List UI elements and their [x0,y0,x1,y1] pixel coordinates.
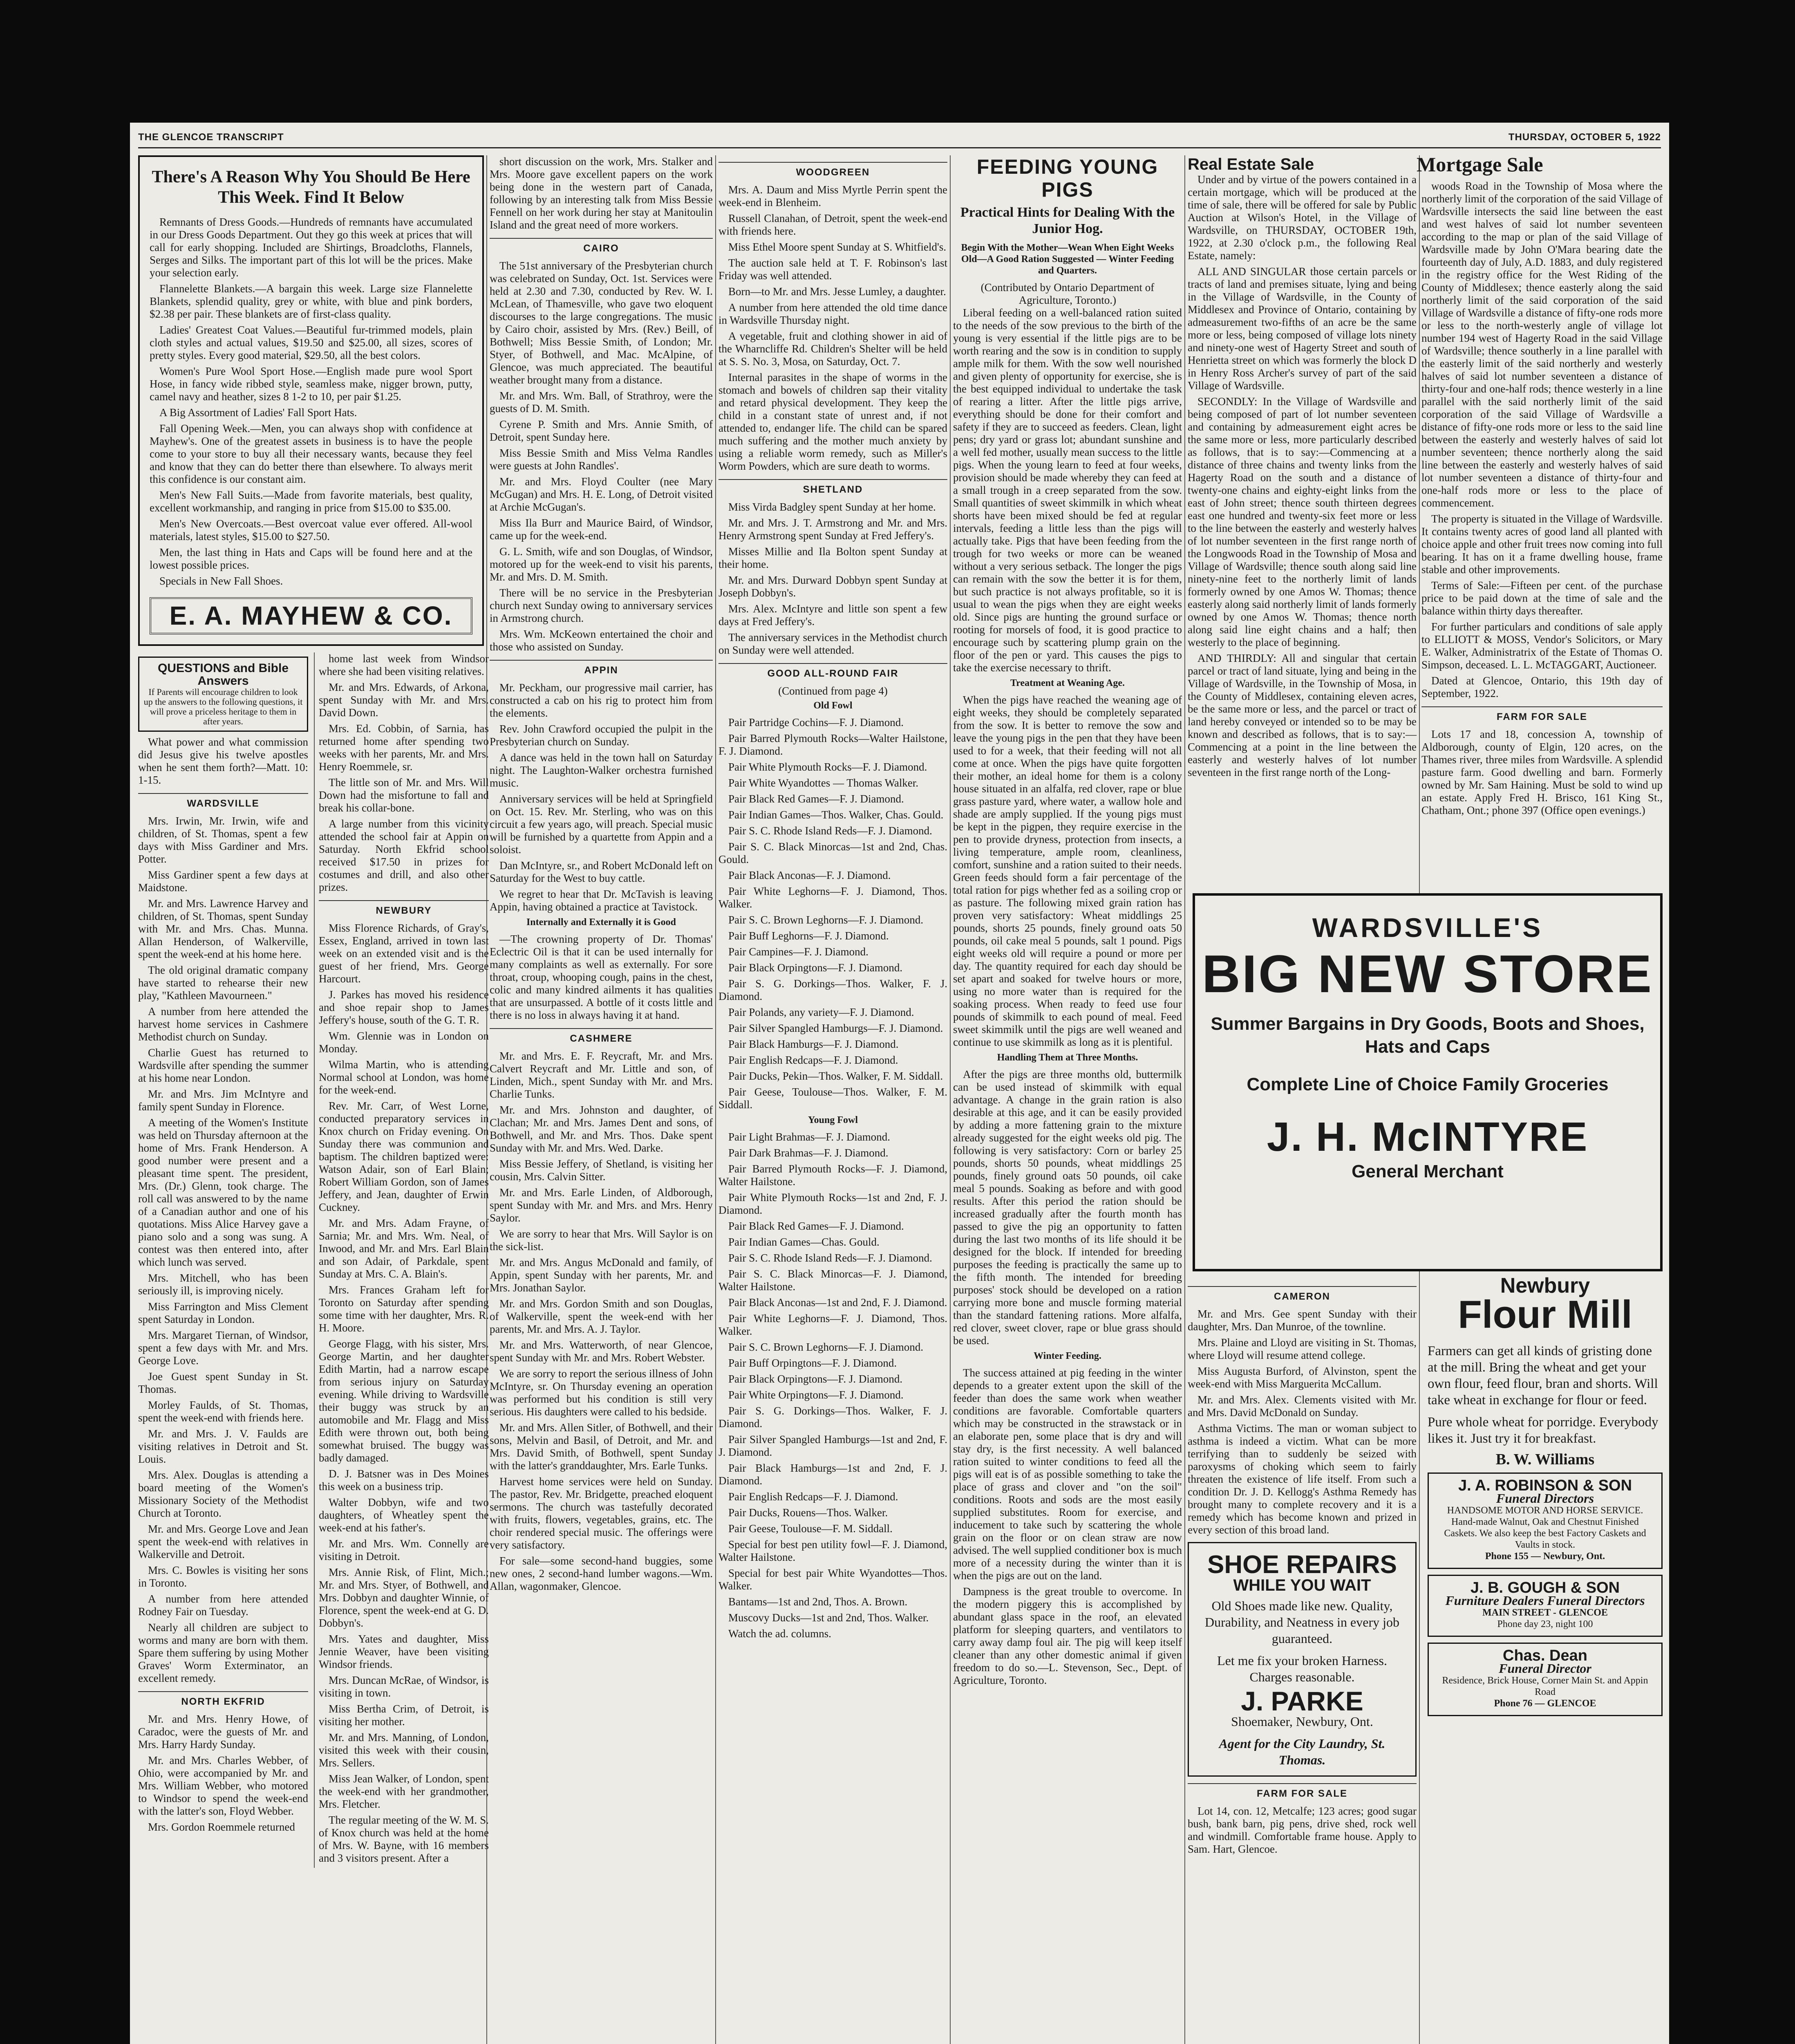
shoe-ad-headline: SHOE REPAIRS [1207,1551,1397,1579]
news-item: Miss Bessie Jeffery, of Shetland, is visiting her cousin, Mrs. Calvin Sitter. [490,1158,713,1183]
column-5-lower [1188,1280,1417,2044]
news-item: The 51st anniversary of the Presbyterian church was celebrated on Sunday, Oct. 1st. Services were held at 2.30 and 7.30, conducted by Rev. W. I. McLean, of Thamesville, who gave two eloquent discourses to the large congregations. The music by Cairo choir, assisted by Mrs. (Rev.) Beill, of Bothwell; Miss Bessie Smith, of London; Mr. Styer, of Bothwell, and Mac. McAlpine, of Glencoe, was much appreciated. The beautiful weather brought many from a distance. [490,260,713,386]
prize-item: Pair Ducks, Rouens—Thos. Walker. [728,1506,888,1519]
news-item: Mr. and Mrs. Angus McDonald and family, of Appin, spent Sunday with her parents, Mr. and Mrs. Jonathan Saylor. [490,1256,713,1294]
prize-item: Pair Black Hamburgs—1st and 2nd, F. J. Diamond. [718,1462,947,1487]
questions-text: What power and what commission did Jesus give his twelve apostles when he sent them forth?—Matt. 10: 1-15. [138,736,308,786]
prize-item: Pair S. C. Rhode Island Reds—F. J. Diamond. [728,825,932,837]
news-item: Mrs. C. Bowles is visiting her sons in Toronto. [138,1564,308,1589]
news-item: Mr. and Mrs. Adam Frayne, of Sarnia; Mr. and Mrs. Wm. Neal, of Inwood, and Mr. and Mrs. Earl Blain and son Adair, of Parkdale, spent Sunday at Mrs. C. A. Blain's. [319,1217,489,1280]
news-item: Wm. Glennie was in London on Monday. [319,1030,489,1055]
news-item: Morley Faulds, of St. Thomas, spent the week-end with friends here. [138,1399,308,1424]
prize-item: Pair White Leghorns—F. J. Diamond, Thos. Walker. [718,885,947,910]
news-item: Mrs. Yates and daughter, Miss Jennie Weaver, have been visiting Windsor friends. [319,1633,489,1670]
news-item: Mr. and Mrs. Durward Dobbyn spent Sunday at Joseph Dobbyn's. [718,574,947,599]
mcintyre-store-ad [1193,893,1663,1271]
news-item: Mr. and Mrs. Lawrence Harvey and children, of St. Thomas, spent Sunday with Mr. and Mrs. Chas. Munna. Allan Henderson, of Walkerville, spent the week-end at his home here. [138,897,308,960]
news-item: Russell Clanahan, of Detroit, spent the week-end with friends here. [718,212,947,237]
news-item: J. Parkes has moved his residence and shoe repair shop to James Jeffery's house, south of the G. T. R. [319,988,489,1026]
prize-item: Pair White Plymouth Rocks—1st and 2nd, F. J. Diamond. [718,1191,947,1216]
article-paragraph: After the pigs are three months old, buttermilk can be used instead of skimmilk with equal advantage. A change in the grain ration is also desirable at this age, and it can be easily provided by adding a more fattening grain to the mixture already suggested for the eight weeks old pig. The following is very satisfactory: Corn or barley 25 pounds, shorts 50 pounds, wheat middlings 25 pounds, finely ground oats 50 pounds, oil cake meal 5 pounds. Soaking as before and with good results. After this period the ration should be increased gradually after the fourth month has passed to give the pig an opportunity to fatten during the last two months of its life should it be designed for the block. If intended for breeding purposes the feeding is practically the same up to the fifth month. The intended for breeding purposes' stock should be developed on a ration carrying more bone and muscle forming material than the standard fattening rations. More alfalfa, red clover, sweet clover, rape or blue grass should be used. [953,1068,1182,1347]
flour-mill-town: Newbury [1500,1274,1590,1298]
funeral-ad-phone: Phone day 23, night 100 [1497,1619,1593,1629]
news-item: Rev. John Crawford occupied the pulpit in the Presbyterian church on Sunday. [490,723,713,748]
legal-paragraph: For further particulars and conditions of sale apply to ELLIOTT & MOSS, Vendor's Solicitors, or Mary E. Walker, Administratrix of the Estate of Thomas O. Simpson, deceased. L. L. McTAGGART, Auctioneer. [1421,621,1663,671]
news-item: A number from here attended Rodney Fair on Tuesday. [138,1593,308,1618]
news-item: Charlie Guest has returned to Wardsville after spending the summer at his home near London. [138,1047,308,1084]
legal-paragraph: ALL AND SINGULAR those certain parcels or tracts of land and premises situate, lying and being in the Village of Wardsville, in the County of Middlesex and Province of Ontario, containing by admeasurement two-fifths of an acre be the same more or less, being composed of village lots ninety and ninety-one west of Hagerty Street and south of Henrietta street on which was formerly the block D in Henry Ross Archer's survey of part of the said Village of Wardsville. [1188,265,1417,392]
robinson-funeral-ad [1428,1472,1663,1569]
news-item: Mrs. Plaine and Lloyd are visiting in St. Thomas, where Lloyd will resume attend college. [1188,1336,1417,1361]
news-item: Mrs. Gordon Roemmele returned [148,1821,295,1833]
news-item: The little son of Mr. and Mrs. Will Down had the misfortune to fall and break his collar-bone. [319,776,489,814]
ad-item: Specials in New Fall Shoes. [159,575,283,587]
news-item: The regular meeting of the W. M. S. of Knox church was held at the home of Mrs. W. Bayne, with 16 members and 3 visitors present. After a [319,1814,489,1864]
section-heading: NORTH EKFRID [138,1691,308,1708]
article-credit: (Contributed by Ontario Department of Agriculture, Toronto.) [980,281,1155,306]
news-item: Misses Millie and Ila Bolton spent Sunday at their home. [718,545,947,570]
section-heading: FARM FOR SALE [1188,1783,1417,1800]
questions-title: QUESTIONS and Bible Answers [157,661,289,688]
news-item: Miss Bessie Smith and Miss Velma Randles were guests at John Randles'. [490,447,713,472]
ad-item: Men's New Overcoats.—Best overcoat value ever offered. All-wool materials, latest styles, $15.00 to $27.50. [150,518,472,542]
continued-note: (Continued from page 4) [778,685,888,697]
column-3 [718,155,947,2044]
funeral-ad-name: Chas. Dean [1503,1647,1587,1664]
news-item: Miss Farrington and Miss Clement spent Saturday in London. [138,1300,308,1325]
news-item: G. L. Smith, wife and son Douglas, of Windsor, motored up for the week-end to visit his parents, Mr. and Mrs. D. M. Smith. [490,545,713,583]
prize-item: Pair Campines—F. J. Diamond. [728,946,868,958]
news-item: Mr. and Mrs. Gee spent Sunday with their daughter, Mrs. Dan Munroe, of the townline. [1188,1308,1417,1333]
funeral-ad-sub: Funeral Director [1499,1661,1591,1676]
article-paragraph: Liberal feeding on a well-balanced ration suited to the needs of the sow previous to the birth of the young is very essential if the little pigs are to be worth rearing and the sow is in condition to supply ample milk for them. With the sow well nourished and given plenty of opportunity for exercise, she is the best equipped individual to undertake the task of rearing a litter. After the little pigs arrive, everything should be done for their comfort and safety if they are to succeed as feeders. Clean, light pens; dry yard or grass lot; abundant sunshine and a well fed mother, usually mean success to the little pigs. When the young learn to feed at four weeks, provision should be made whereby they can feed at a small trough in a creep separated from the sow. Small quantities of sweet skimmilk in which wheat shorts have been mixed should be fed at regular intervals, feeding a little less than the pigs will actually take. Pigs that have been feeding from the trough for two weeks or more can be weaned without a very serious setback. The longer the pigs can remain with the sow the better it is for them, but such practice is not always profitable, so it is usual to wean the pigs when they are eight weeks old. Since pigs are hunting the ground surface or rooting for morsels of food, it is good practice to encourage such by scattering plump grain on the floor of the pen or yard. This causes the pigs to take the exercise necessary to thrift. [953,307,1182,674]
legal-paragraph: Under and by virtue of the powers contained in a certain mortgage, which will be produced at the time of sale, there will be offered for sale by Public Auction at Wilson's Hotel, in the Village of Wardsville, on THURSDAY, OCTOBER 19th, 1922, at 2.30 o'clock p.m., the following Real Estate, namely: [1188,173,1417,262]
prize-item: Pair S. C. Brown Leghorns—F. J. Diamond. [728,914,924,926]
shoe-ad-name: J. PARKE [1241,1686,1363,1716]
store-ad-merchant-title: General Merchant [1352,1161,1504,1181]
prize-item: Pair Geese, Toulouse—F. M. Siddall. [728,1522,893,1535]
mayhew-ad-title: There's A Reason Why You Should Be Here This Week. Find It Below [152,168,470,207]
funeral-ad-name: J. A. ROBINSON & SON [1458,1477,1632,1494]
prize-item: Pair Ducks, Pekin—Thos. Walker, F. M. Siddall. [728,1070,943,1082]
paper-name: THE GLENCOE TRANSCRIPT [138,132,284,143]
news-item: George Flagg, with his sister, Mrs. George Martin, and her daughter Edith Martin, had a narrow escape from serious injury on Saturday evening. While driving to Wardsville their buggy was struck by an automobile and Mr. Flagg and Miss Edith were thrown out, both being somewhat bruised. The buggy was badly damaged. [319,1338,489,1464]
funeral-ad-text: MAIN STREET - GLENCOE [1482,1607,1608,1618]
store-ad-merchant: J. H. McINTYRE [1267,1114,1589,1160]
prize-item: Pair Geese, Toulouse—Thos. Walker, F. M. Siddall. [718,1086,947,1111]
funeral-ad-text: HANDSOME MOTOR AND HORSE SERVICE. Hand-made Walnut, Oak and Chestnut Finished Caskets. We also keep the best Factory Caskets and Vaults in stock. [1444,1505,1646,1550]
news-item: Miss Jean Walker, of London, spent the week-end with her grandmother, Mrs. Fletcher. [319,1773,489,1810]
news-item: Mr. and Mrs. Charles Webber, of Ohio, were accompanied by Mr. and Mrs. William Webber, who motored to Windsor to spend the week-end with the latter's son, Floyd Webber. [138,1754,308,1817]
prize-item: Pair Black Anconas—1st and 2nd, F. J. Diamond. [728,1296,947,1309]
questions-box [138,657,308,732]
news-item: A dance was held in the town hall on Saturday night. The Laughton-Walker orchestra furnished music. [490,751,713,789]
news-item: Internal parasites in the shape of worms in the stomach and bowels of children sap their vitality and retard physical development. They keep the child in a constant state of unrest and, if not attended to, endanger life. The child can be spared much suffering and the mother much anxiety by using a reliable worm remedy, such as Miller's Worm Powders, which are sure death to worms. [718,371,947,472]
store-ad-line1: WARDSVILLE'S [1312,912,1543,943]
news-item: Harvest home services were held on Sunday. The pastor, Rev. Mr. Bridgette, preached eloquent sermons. The church was tastefully decorated with fruits, flowers, vegetables, grains, etc. The choir rendered special music. The offerings were very satisfactory. [490,1475,713,1551]
news-item: Mrs. Duncan McRae, of Windsor, is visiting in town. [319,1674,489,1699]
prize-item: Pair White Wyandottes — Thomas Walker. [728,777,919,789]
column-rule [950,155,951,2044]
shoe-ad-sub: WHILE YOU WAIT [1233,1576,1371,1594]
news-item: A vegetable, fruit and clothing shower in aid of the Wharncliffe Rd. Children's Shelter will be held at S. S. No. 3, Mosa, on Saturday, Oct. 7. [718,330,947,368]
news-item: Miss Gardiner spent a few days at Maidstone. [138,869,308,894]
legal-paragraph: AND THIRDLY: All and singular that certain parcel or tract of land situate, lying and being in the Village of Wardsville, in the Township of Mosa, in the County of Middlesex, containing eleven acres, be the same more or less, and the parcel or tract of land hereby conveyed or intended so to be may be known and described as follows, that is to say:—Commencing at a point in the line between the easterly and westerly halves of lot number seventeen in the first range north of the Long- [1188,652,1417,778]
article-deck: Begin With the Mother—Wean When Eight Weeks Old—A Good Ration Suggested — Winter Feeding and Quarters. [961,242,1174,276]
mayhew-ad [138,155,484,646]
shoe-repairs-ad [1188,1542,1417,1777]
news-item: We regret to hear that Dr. McTavish is leaving Appin, having obtained a practice at Tavistock. [490,888,713,913]
news-item: A number from here attended the old time dance in Wardsville Thursday night. [718,301,947,326]
section-heading: SHETLAND [718,479,947,496]
news-item: The auction sale held at T. F. Robinson's last Friday was well attended. [718,257,947,282]
prize-item: Special for best pair White Wyandottes—Thos. Walker. [718,1567,947,1592]
news-item: Mr. and Mrs. Edwards, of Arkona, spent Sunday with Mr. and Mrs. David Down. [319,681,489,719]
section-heading: FARM FOR SALE [1421,706,1663,723]
news-item: Mr. and Mrs. E. F. Reycraft, Mr. and Mrs. Calvert Reycraft and Mr. Little and son, of Linden, Mich., spent Sunday with Mr. and Mrs. Charlie Tunks. [490,1050,713,1100]
prize-item: Pair Partridge Cochins—F. J. Diamond. [728,716,904,728]
ad-item: Remnants of Dress Goods.—Hundreds of remnants have accumulated in our Dress Goods Department. Out they go this week at prices that will call for early shopping. Included are Shirtings, Broadcloths, Flannels, Serges and Silks. The important part of this lot will be the prices. Make your selection early. [150,216,472,279]
news-item: We are sorry to report the serious illness of John McIntyre, sr. On Thursday evening an operation was performed but his condition is still very serious. His daughters were called to his bedside. [490,1367,713,1418]
article-paragraph: Dampness is the great trouble to overcome. In the modern piggery this is accomplished by abundant glass space in the roof, an elevated platform for sleeping quarters, and ventilators to carry away damp foul air. The pig will keep itself cleaner than any other domestic animal if given freedom to do so.—L. Stevenson, Sec., Dept. of Agriculture, Toronto. [953,1585,1182,1686]
ad-item: Men, the last thing in Hats and Caps will be found here and at the lowest possible prices. [150,546,472,571]
ad-item: Ladies' Greatest Coat Values.—Beautiful fur-trimmed models, plain cloth styles and actual values, $19.50 and $25.00, all sizes, scores of pretty styles. Every good material, $29.50, all the best colors. [150,324,472,361]
news-item: A meeting of the Women's Institute was held on Thursday afternoon at the home of Mrs. Frank Henderson. A good number were present and a pleasant time spent. The president, Mrs. (Dr.) Glenn, took charge. The roll call was answered to by the name of a Canadian author and one of his quotations. Miss Alice Harvey gave a piano solo and a song was sung. A contest was then entered into, after which lunch was served. [138,1116,308,1268]
news-item: A number from here attended the harvest home services in Cashmere Methodist church on Sunday. [138,1005,308,1043]
news-item: For sale—some second-hand buggies, some new ones, 2 second-hand lumber wagons.—Wm. Allan, wagonmaker, Glencoe. [490,1555,713,1592]
prize-item: Pair S. C. Rhode Island Reds—F. J. Diamond. [728,1252,932,1264]
legal-paragraph: The property is situated in the Village of Wardsville. It contains twenty acres of good land all planted with choice apple and other fruit trees now coming into full bearing. It has on it a frame dwelling house, frame stable and other improvements. [1421,513,1663,576]
shoe-ad-location: Shoemaker, Newbury, Ont. [1231,1714,1373,1729]
news-item: Miss Augusta Burford, of Alvinston, spent the week-end with Miss Marguerita McCallum. [1188,1365,1417,1390]
column-2 [490,155,713,2044]
article-section-heading: Handling Them at Three Months. [997,1052,1138,1063]
prize-item: Pair S. G. Dorkings—Thos. Walker, F. J. Diamond. [718,1405,947,1430]
prize-item: Pair Silver Spangled Hamburgs—F. J. Diamond. [728,1022,943,1034]
flour-mill-text: Farmers can get all kinds of gristing done at the mill. Bring the wheat and get your own flour, feed flour, bran and shorts. Will take wheat in exchange for flour or feed. [1428,1344,1658,1407]
section-heading: GOOD ALL-ROUND FAIR [718,663,947,680]
legal-paragraph: Terms of Sale:—Fifteen per cent. of the purchase price to be paid down at the time of sale and the balance within thirty days thereafter. [1421,579,1663,617]
section-heading: NEWBURY [319,900,489,917]
news-item: Mr. and Mrs. Wm. Ball, of Strathroy, were the guests of D. M. Smith. [490,390,713,415]
news-item: Mr. and Mrs. Johnston and daughter, of Clachan; Mr. and Mrs. James Dent and sons, of Bothwell, and Mr. and Mrs. Thos. Dake spent Sunday with Mr. and Mrs. Wed. Darke. [490,1104,713,1154]
news-item: Mr. and Mrs. Wm. Connelly are visiting in Detroit. [319,1537,489,1562]
news-item: Mr. and Mrs. J. V. Faulds are visiting relatives in Detroit and St. Louis. [138,1428,308,1465]
store-ad-headline: BIG NEW STORE [1202,944,1654,1004]
news-item: Mr. and Mrs. Earle Linden, of Aldborough, spent Sunday with Mr. and Mrs. and Mrs. Henry Saylor. [490,1186,713,1224]
funeral-ad-sub: Funeral Directors [1496,1491,1594,1506]
mayhew-ad-footer: E. A. MAYHEW & CO. [150,597,472,634]
prize-item: Pair Indian Games—Chas. Gould. [728,1236,880,1248]
ad-item: A Big Assortment of Ladies' Fall Sport Hats. [159,406,357,419]
news-item: Mrs. Irwin, Mr. Irwin, wife and children, of St. Thomas, spent a few days with Miss Gardiner and Mrs. Potter. [138,815,308,865]
news-item: Mr. and Mrs. Floyd Coulter (nee Mary McGugan) and Mrs. H. E. Long, of Detroit visited at Archie McGugan's. [490,475,713,513]
shoe-ad-agent: Agent for the City Laundry, St. Thomas. [1219,1736,1385,1767]
funeral-ad-name: J. B. GOUGH & SON [1470,1579,1620,1596]
prize-item: Pair Light Brahmas—F. J. Diamond. [728,1131,891,1143]
funeral-ad-phone: Phone 155 — Newbury, Ont. [1485,1551,1605,1562]
issue-date: THURSDAY, OCTOBER 5, 1922 [1508,132,1661,143]
subsection-heading: Young Fowl [808,1115,858,1125]
prize-item: Pair English Redcaps—F. J. Diamond. [728,1490,898,1503]
legal-paragraph: Dated at Glencoe, Ontario, this 19th day of September, 1922. [1421,675,1663,699]
section-heading: CASHMERE [490,1028,713,1045]
news-item: Mrs. Alex. McIntyre and little son spent a few days at Fred Jeffery's. [718,603,947,628]
prize-item: Pair Indian Games—Thos. Walker, Chas. Gould. [728,809,944,821]
column-1b [314,652,489,1868]
subsection-heading: Old Fowl [813,700,853,711]
prize-item: Pair Barred Plymouth Rocks—F. J. Diamond, Walter Hailstone. [718,1163,947,1188]
article-headline: FEEDING YOUNG PIGS [976,155,1159,201]
prize-item: Pair Black Anconas—F. J. Diamond. [728,869,891,881]
news-item: Mrs. A. Daum and Miss Myrtle Perrin spent the week-end in Blenheim. [718,184,947,208]
prize-item: Pair S. C. Brown Leghorns—F. J. Diamond. [728,1341,924,1353]
real-estate-heading: Real Estate Sale [1188,155,1314,173]
prize-item: Watch the ad. columns. [728,1627,832,1640]
column-6-lower [1428,1274,1663,2044]
masthead [138,128,1661,148]
news-item: Wilma Martin, who is attending Normal school at London, was home for the week-end. [319,1058,489,1096]
news-item: A large number from this vicinity attended the school fair at Appin on Saturday. North Ekfrid school received $17.50 in prizes for costumes and drill, and also other prizes. [319,818,489,893]
ad-item: Flannelette Blankets.—A bargain this week. Large size Flannelette Blankets, splendid quality, grey or white, with blue and pink borders, $2.38 per pair. These blankets are of first-class quality. [150,282,472,320]
ad-item: Women's Pure Wool Sport Hose.—English made pure wool Sport Hose, in fancy wide ribbed style, seamless make, nigger brown, putty, camel navy and heather, sizes 8 1-2 to 10, per pair $1.25. [150,365,472,403]
news-item: We are sorry to hear that Mrs. Will Saylor is on the sick-list. [490,1228,713,1253]
prize-item: Pair Barred Plymouth Rocks—Walter Hailstone, F. J. Diamond. [718,732,947,757]
prize-item: Pair Black Orpingtons—F. J. Diamond. [728,1373,903,1385]
funeral-ad-phone: Phone 76 — GLENCOE [1494,1698,1596,1709]
gough-funeral-ad [1428,1575,1663,1637]
column-1a [138,652,308,1868]
prize-item: Muscovy Ducks—1st and 2nd, Thos. Walker. [728,1611,929,1624]
news-item: Mrs. Wm. McKeown entertained the choir and those who assisted on Sunday. [490,628,713,653]
news-item: Mr. and Mrs. Henry Howe, of Caradoc, were the guests of Mr. and Mrs. Harry Hardy Sunday. [138,1713,308,1750]
prize-item: Pair White Leghorns—F. J. Diamond, Thos. Walker. [718,1312,947,1337]
news-item: Mr. and Mrs. J. T. Armstrong and Mr. and Mrs. Henry Armstrong spent Sunday at Fred Jeffery's. [718,517,947,542]
funeral-ad-text: Residence, Brick House, Corner Main St. and Appin Road [1442,1675,1648,1697]
news-item: Mrs. Mitchell, who has been seriously ill, is improving nicely. [138,1272,308,1297]
news-item: Mrs. Alex. Douglas is attending a board meeting of the Women's Missionary Society of the Methodist Church at Toronto. [138,1469,308,1519]
prize-item: Pair Black Orpingtons—F. J. Diamond. [728,961,903,974]
prize-item: Pair Silver Spangled Hamburgs—1st and 2nd, F. J. Diamond. [718,1433,947,1458]
article-paragraph: The success attained at pig feeding in the winter depends to a greater extent upon the skill of the feeder than does the same work when weather conditions are favorable. Comfortable quarters which may be constructed in the strawstack or in an elaborate pen, some place that is dry and will stay dry, is the first necessity. A well balanced ration suited to winter conditions to feed all the pigs will eat is of as possible something to take the place of grass and clover and "on the soil" conditions. Roots and sods are the most easily supplied substitutes. Room for exercise, and inducement to take such by scattering the whole grain on the floor or on clean straw are now advised. The well supplied conditioner box is much more of a necessity during the winter than it is when the pigs are out on the land. [953,1367,1182,1582]
newspaper-page [130,123,1669,2044]
news-item: —The crowning property of Dr. Thomas' Eclectric Oil is that it can be used internally for many complaints as well as externally. For sore throat, croup, whooping cough, pains in the chest, colic and many kindred ailments it has qualities that are unsurpassed. A bottle of it costs little and there is no loss in always having it at hand. [490,933,713,1021]
news-item: Mr. and Mrs. Alex. Clements visited with Mr. and Mrs. David McDonald on Sunday. [1188,1394,1417,1419]
news-item: Dan McIntyre, sr., and Robert McDonald left on Saturday for the West to buy cattle. [490,859,713,884]
section-heading: APPIN [490,660,713,677]
legal-paragraph: SECONDLY: In the Village of Wardsville and being composed of part of lot number seventeen and containing by admeasurement eight acres be the same more or less, more particularly described as follows, that is to say:—Commencing at a distance of three chains and twenty links from the Hagerty Road on the south and a distance of twenty-one chains and eighty-eight links from the east of John street; thence south thirteen degrees east one hundred and twenty-six feet more or less to the line between the easterly and westerly halves of lot number seventeen in the first range north of the Longwoods Road in the Township of Mosa and Village of Wardsville; thence south along said line ninety-nine feet to the northerly limit of lands formerly owned by one Amos W. Thomas; thence easterly along said northerly limit of lands formerly owned by one Amos W. Thomas; thence north along said line eight chains and a half; then westerly to the place of beginning. [1188,395,1417,648]
news-item: Mr. Peckham, our progressive mail carrier, has constructed a cab on his rig to protect him from the elements. [490,681,713,719]
prize-item: Pair S. C. Black Minorcas—1st and 2nd, Chas. Gould. [718,840,947,865]
prize-item: Special for best pen utility fowl—F. J. Diamond, Walter Hailstone. [718,1538,947,1563]
column-rule [1184,155,1185,2044]
shoe-ad-text: Old Shoes made like new. Quality, Durability, and Neatness in every job guaranteed. [1204,1598,1399,1646]
news-item: Mrs. Margaret Tiernan, of Windsor, spent a few days with Mr. and Mrs. George Love. [138,1329,308,1367]
news-item: Miss Florence Richards, of Gray's, Essex, England, arrived in town last week on an extended visit and is the guest of her friend, Mrs. George Harcourt. [319,922,489,985]
news-item: short discussion on the work, Mrs. Stalker and Mrs. Moore gave excellent papers on the work being done in the western part of Canada, following by an interesting talk from Miss Bessie Fennell on her work during her stay at Manitoulin Island and the great need of more workers. [490,155,713,231]
news-item: Cyrene P. Smith and Mrs. Annie Smith, of Detroit, spent Sunday here. [490,418,713,443]
news-item: Mr. and Mrs. Allen Sitler, of Bothwell, and their sons, Melvin and Basil, of Detroit, and Mr. and Mrs. David Smith, of Bothwell, spent Sunday with the latter's granddaughter, Mrs. Earle Tunks. [490,1421,713,1472]
legal-paragraph: woods Road in the Township of Mosa where the northerly limit of the corporation of the said Village of Wardsville intersects the said line between the east and west halves of said lot number seventeen according to the map or plan of the said Village of Wardsville made by John O'Mara bearing date the fourteenth day of July, A.D. 1883, and duly registered in the registry office for the West Riding of the County of Middlesex; thence easterly along the said northerly limit of the said corporation of the said Village of Wardsville a distance of fifty-one rods more or less to the north-westerly angle of village lot number 194 west of Hagerty Road in the said Village of Wardsville; thence southerly in a line parallel with the easterly limit of the said northerly and westerly halves of said lot number seventeen a distance of thirty-four and one-half rods; thence westerly in a line parallel with the said northerly limit of the said corporation of the said Village of Wardsville a distance of fifty-one rods more or less to the said line between the easterly and westerly halves of said lot number seventeen; thence northerly along the said line between the easterly and westerly halves of said lot number seventeen a distance of thirty-four and one-half rods more or less to the place of commencement. [1421,180,1663,509]
news-item: Mrs. Frances Graham left for Toronto on Saturday after spending some time with her daughter, Mrs. R. H. Moore. [319,1284,489,1334]
flour-mill-owner: B. W. Williams [1495,1451,1595,1468]
news-item: There will be no service in the Presbyterian church next Sunday owing to anniversary services in Armstrong church. [490,587,713,624]
prize-item: Pair Polands, any variety—F. J. Diamond. [728,1006,914,1018]
shoe-ad-text: Let me fix your broken Harness. Charges reasonable. [1217,1653,1387,1684]
news-item: Nearly all children are subject to worms and many are born with them. Spare them suffering by using Mother Graves' Worm Exterminator, an excellent remedy. [138,1621,308,1684]
prize-item: Pair Black Red Games—F. J. Diamond. [728,1220,904,1232]
column-rule [715,155,716,2044]
store-ad-line3: Summer Bargains in Dry Goods, Boots and Shoes, Hats and Caps [1211,1014,1645,1057]
classified-ad: Lots 17 and 18, concession A, township of Aldborough, county of Elgin, 120 acres, on the Thames river, three miles from Wardsville. A splendid pasture farm. Good dwelling and barn. Formerly owned by Mr. Sam Haining. Must be sold to wind up an estate. Apply Fred H. Brisco, 161 King St., Chatham, Ont.; phone 397 (Office open evenings.) [1421,728,1663,816]
ad-item: Fall Opening Week.—Men, you can always shop with confidence at Mayhew's. One of the greatest assets in business is to have the people come to your store to buy all their necessary wants, because they feel and know that they can do better there than elsewhere. To always merit this confidence is our constant aim. [150,422,472,485]
questions-sub: If Parents will encourage children to look up the answers to the following questions, it will prove a priceless heritage to them in after years. [143,687,303,726]
mortgage-sale-heading: Mortgage Sale [1417,153,1543,176]
section-heading: Internally and Externally it is Good [526,917,676,928]
prize-item: Pair S. C. Black Minorcas—F. J. Diamond, Walter Hailstone. [718,1268,947,1293]
classified-ad: Lot 14, con. 12, Metcalfe; 123 acres; good sugar bush, bank barn, pig pens, drive shed, rock well and windmill. Comfortable frame house. Apply to Sam. Hart, Glencoe. [1188,1805,1417,1855]
column-6 [1421,180,1663,908]
article-paragraph: When the pigs have reached the weaning age of eight weeks, they should be completely separated from the sow. It is better to remove the sow and leave the young pigs in the pen that they have been used to for a week, that their feeding will not all come at once. When the pigs have quite forgotten their mother, an ideal home for them is a colony house situated in an alfalfa, red clover, rape or blue grass pasture yard, where water, a wallow hole and shade are amply supplied. If the young pigs must be kept in the pigpen, they require exercise in the pen to provide dryness, protection from insects, a living temperature, ample room, cleanliness, comfort, sunshine and a ration suited to their needs. Green feeds should form a fair percentage of the total ration for pigs whether fed as a soiling crop or as pasture. The following mixed grain ration has proven very satisfactory: Wheat middlings 25 pounds, shorts 25 pounds, finely ground oats 50 pounds, oil cake meal 5 pounds, salt 1 pound. Pigs eight weeks old will require a pound or more per day. The quantity required for each day should be set apart and soaked for twelve hours or more, using no more water than is required for the soaking process. When ready to feed use four pounds of skimmilk to each pound of meal. Feed sweet skimmilk until the pigs are well weaned and continue to use skimmilk as long as it is plentiful. [953,694,1182,1048]
funeral-ad-sub: Furniture Dealers Funeral Directors [1445,1593,1645,1608]
news-item: D. J. Batsner was in Des Moines this week on a business trip. [319,1468,489,1493]
section-heading: CAIRO [490,238,713,255]
column-4 [953,155,1182,2044]
news-item: Anniversary services will be held at Springfield on Oct. 15. Rev. Mr. Sterling, who was on this circuit a few years ago, will preach. Special music will be furnished by a quartette from Appin and a soloist. [490,793,713,856]
prize-item: Pair White Orpingtons—F. J. Diamond. [728,1389,904,1401]
news-item: home last week from Windsor where she had been visiting relatives. [319,652,489,677]
prize-item: Bantams—1st and 2nd, Thos. A. Brown. [728,1596,908,1608]
column-1 [138,155,489,2044]
news-item: Mr. and Mrs. Watterworth, of near Glencoe, spent Sunday with Mr. and Mrs. Robert Webster. [490,1339,713,1364]
news-item: Asthma Victims. The man or woman subject to asthma is indeed a victim. What can be more terrifying than to suddenly be seized with paroxysms of choking which seem to fairly threaten the existence of life itself. From such a condition Dr. J. D. Kellogg's Asthma Remedy has brought many to complete recovery and it is a remedy which has become known and prized in every section of this broad land. [1188,1422,1417,1536]
flour-mill-text: Pure whole wheat for porridge. Everybody likes it. Just try it for breakfast. [1428,1415,1658,1446]
news-item: Mrs. Ed. Cobbin, of Sarnia, has returned home after spending two weeks with her parents, Mr. and Mrs. Henry Roemmele, sr. [319,722,489,773]
news-item: Miss Bertha Crim, of Detroit, is visiting her mother. [319,1703,489,1728]
flour-mill-headline: Flour Mill [1458,1293,1632,1336]
article-section-heading: Winter Feeding. [1034,1351,1101,1361]
store-ad-line4: Complete Line of Choice Family Groceries [1247,1074,1609,1094]
news-item: Mrs. Annie Risk, of Flint, Mich.; Mr. and Mrs. Styer, of Bothwell, and Mrs. Dobbyn and daughter Winnie, of Florence, spent the week-end at G. D. Dobbyn's. [319,1566,489,1629]
news-item: Miss Virda Badgley spent Sunday at her home. [728,501,936,513]
prize-item: Pair Black Red Games—F. J. Diamond. [728,793,904,805]
news-item: Miss Ila Burr and Maurice Baird, of Windsor, came up for the week-end. [490,517,713,542]
prize-item: Pair English Redcaps—F. J. Diamond. [728,1054,898,1066]
news-item: Rev. Mr. Carr, of West Lorne, conducted preparatory services in Knox church on Friday evening. On Sunday there was communion and baptism. The children baptized were: Watson Adair, son of Earl Blain; Robert William Gordon, son of James Jeffery, and Jean, daughter of Erwin Cuckney. [319,1100,489,1213]
news-item: Mr. and Mrs. Manning, of London, visited this week with their cousin, Mrs. Sellers. [319,1731,489,1769]
article-subhead: Practical Hints for Dealing With the Junior Hog. [960,205,1175,236]
prize-item: Pair Black Hamburgs—F. J. Diamond. [728,1038,899,1050]
news-item: The anniversary services in the Methodist church on Sunday were well attended. [718,631,947,656]
column-1-lower [138,652,489,1868]
news-item: Mr. and Mrs. George Love and Jean spent the week-end with relatives in Walkerville and Detroit. [138,1523,308,1560]
news-item: Miss Ethel Moore spent Sunday at S. Whitfield's. [728,241,947,253]
section-heading: WARDSVILLE [138,793,308,810]
prize-item: Pair Buff Leghorns—F. J. Diamond. [728,930,889,942]
news-item: Mr. and Mrs. Gordon Smith and son Douglas, of Walkerville, spent the week-end with her parents, Mr. and Mrs. A. J. Taylor. [490,1298,713,1335]
news-item: Mr. and Mrs. Jim McIntyre and family spent Sunday in Florence. [138,1088,308,1113]
section-heading: WOODGREEN [718,162,947,179]
section-heading: CAMERON [1188,1286,1417,1303]
ad-item: Men's New Fall Suits.—Made from favorite materials, best quality, excellent workmanship, and ranging in price from $15.00 to $35.00. [150,489,472,514]
prize-item: Pair Buff Orpingtons—F. J. Diamond. [728,1357,897,1369]
news-item: Joe Guest spent Sunday in St. Thomas. [138,1370,308,1395]
news-item: Walter Dobbyn, wife and two daughters, of Wheatley spent the week-end at his father's. [319,1496,489,1534]
news-item: The old original dramatic company have started to rehearse their new play, "Kathleen Mavourneen." [138,964,308,1002]
news-item: Born—to Mr. and Mrs. Jesse Lumley, a daughter. [728,285,946,298]
prize-item: Pair Dark Brahmas—F. J. Diamond. [728,1147,889,1159]
dean-funeral-ad [1428,1643,1663,1716]
article-section-heading: Treatment at Weaning Age. [1010,678,1125,688]
prize-item: Pair S. G. Dorkings—Thos. Walker, F. J. Diamond. [718,977,947,1002]
prize-item: Pair White Plymouth Rocks—F. J. Diamond. [728,761,927,773]
